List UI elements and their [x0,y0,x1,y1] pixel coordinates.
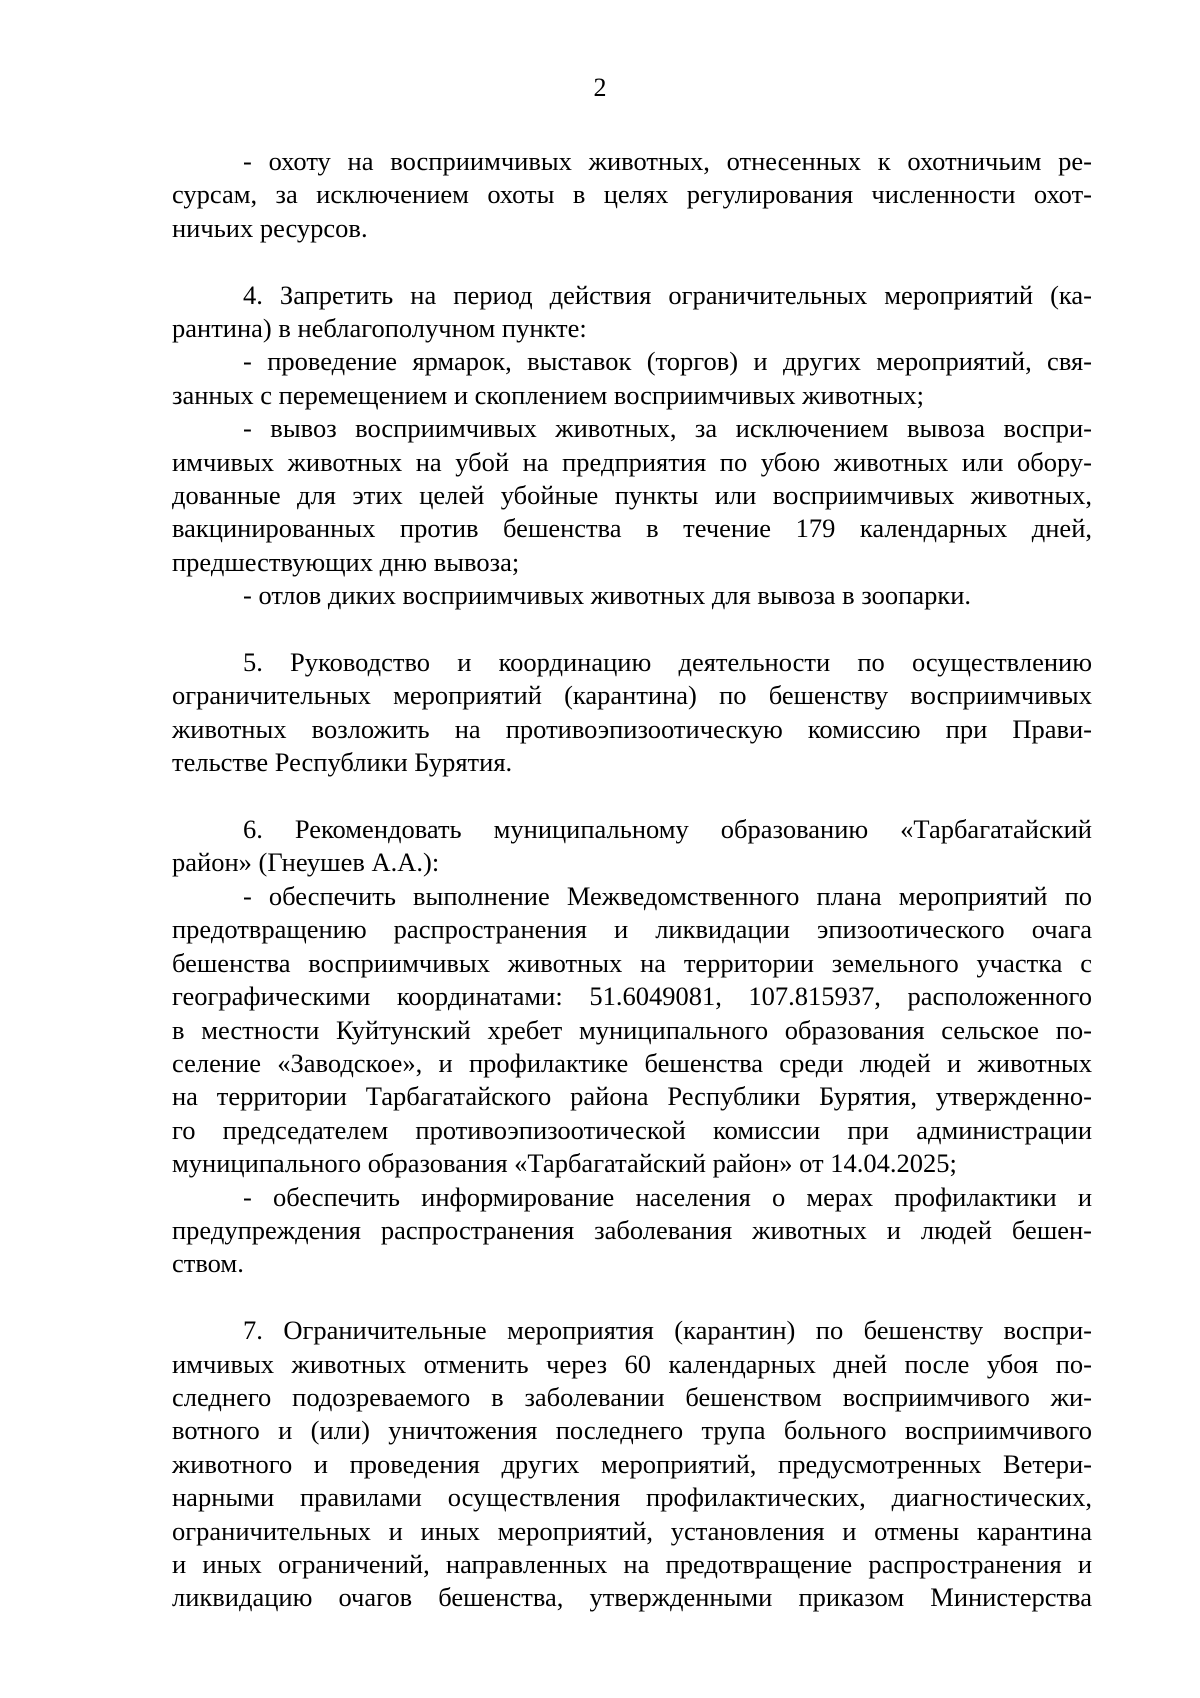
text-line: 6. Рекомендовать муниципальному образованию «Тарбагатайский [243,814,1092,845]
text-line: нарными правилами осуществления профилактических, диагностических, [172,1482,1092,1513]
text-line: вотного и (или) уничтожения последнего трупа больного восприимчивого [172,1415,1092,1446]
text-line: и иных ограничений, направленных на предотвращение распространения и [172,1549,1092,1579]
text-line: ничьих ресурсов. [172,212,368,243]
text-line: бешенства восприимчивых животных на территории земельного участка с [172,947,1092,978]
paragraph-gap [172,1281,1092,1314]
text-line: - вывоз восприимчивых животных, за исключением вывоза воспри- [243,413,1092,444]
text-line: селение «Заводское», и профилактике бешенства среди людей и животных [172,1047,1092,1078]
text-line: рантина) в неблагополучном пункте: [172,313,587,344]
text-line: занных с перемещением и скоплением восприимчивых животных; [172,379,925,410]
paragraph-item-7 [172,1314,1092,1615]
paragraph-plan-execution [172,880,1092,1181]
text-line: - проведение ярмарок, выставок (торгов) и других мероприятий, свя- [243,346,1092,377]
paragraph-export-ban [172,412,1092,579]
text-line: ограничительных и иных мероприятий, установления и отмены карантина [172,1515,1092,1546]
text-line: животных возложить на противоэпизоотическую комиссию при Прави- [172,713,1092,744]
text-line: вакцинированных против бешенства в течение 179 календарных дней, [172,513,1092,544]
text-line: - обеспечить информирование населения о мерах профилактики и [243,1181,1092,1212]
page-number: 2 [593,73,607,102]
paragraph-gap [172,245,1092,278]
text-line: предотвращению распространения и ликвидации эпизоотического очага [172,914,1092,945]
text-line: дованные для этих целей убойные пункты или восприимчивых животных, [172,480,1092,511]
text-line: - отлов диких восприимчивых животных для вывоза в зоопарки. [243,580,972,611]
text-line: муниципального образования «Тарбагатайский район» от 14.04.2025; [172,1148,957,1179]
text-line: ограничительных мероприятий (карантина) по бешенству восприимчивых [172,680,1092,711]
paragraph-gap [172,613,1092,646]
text-line: го председателем противоэпизоотической комиссии при администрации [172,1114,1092,1145]
text-line: 4. Запретить на период действия ограничительных мероприятий (ка- [243,279,1092,310]
paragraph-item-6 [172,813,1092,880]
paragraph-hunting-ban [172,145,1092,245]
text-line: имчивых животных отменить через 60 календарных дней после убоя по- [172,1348,1092,1379]
text-line: район» (Гнеушев А.А.): [172,847,440,878]
text-line: следнего подозреваемого в заболевании бешенством восприимчивого жи- [172,1381,1092,1412]
paragraph-item-4 [172,279,1092,346]
text-line: предупреждения распространения заболевания животных и людей бешен- [172,1214,1092,1245]
text-line: ством. [172,1248,244,1279]
text-line: ликвидацию очагов бешенства, утвержденными приказом Министерства [172,1582,1092,1613]
text-line: тельстве Республики Бурятия. [172,747,513,778]
paragraph-item-5 [172,646,1092,780]
paragraph-fairs-ban [172,345,1092,412]
text-line: - обеспечить выполнение Межведомственного плана мероприятий по [243,880,1092,911]
text-line: имчивых животных на убой на предприятия по убою животных или обору- [172,446,1092,477]
text-line: в местности Куйтунский хребет муниципального образования сельское по- [172,1014,1092,1045]
text-line: 7. Ограничительные мероприятия (карантин) по бешенству воспри- [243,1315,1092,1346]
paragraph-public-informing [172,1181,1092,1281]
document-body [172,145,1092,1615]
paragraph-capture-ban [172,579,1092,612]
text-line: - охоту на восприимчивых животных, отнесенных к охотничьим ре- [243,146,1092,176]
text-line: животного и проведения других мероприятий, предусмотренных Ветери- [172,1448,1092,1479]
text-line: 5. Руководство и координацию деятельности по осуществлению [243,647,1092,678]
paragraph-gap [172,780,1092,813]
text-line: предшествующих дню вывоза; [172,546,520,577]
text-line: на территории Тарбагатайского района Республики Бурятия, утвержденно- [172,1081,1092,1112]
text-line: географическими координатами: 51.6049081, 107.815937, расположенного [172,981,1092,1012]
text-line: сурсам, за исключением охоты в целях регулирования численности охот- [172,179,1092,210]
